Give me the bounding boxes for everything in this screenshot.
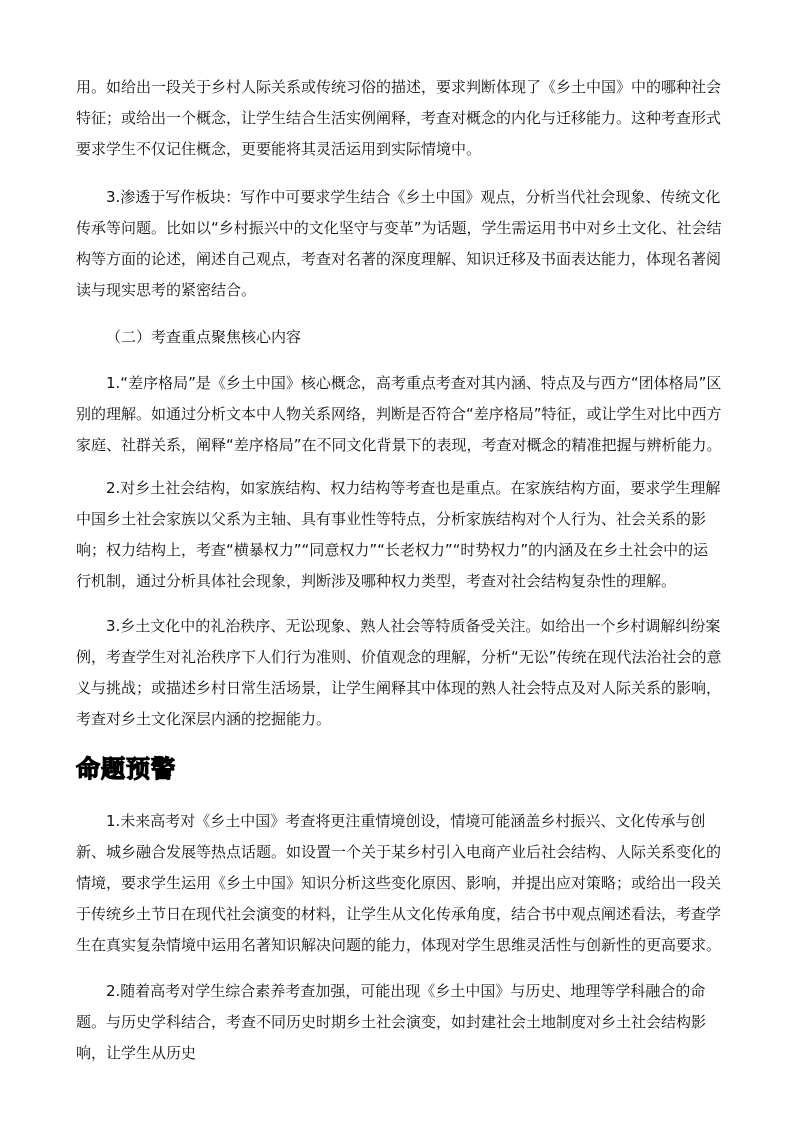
paragraph-focus-3: 3.乡土文化中的礼治秩序、无讼现象、熟人社会等特质备受关注。如给出一个乡村调解纠纷案例，考查学生对礼治秩序下人们行为准则、价值观念的理解，分析“无讼”传统在现代法治社会的意义与挑战；或描述乡村日常生活场景，让学生阐释其中体现的熟人社会特点及对人际关系的影响，考查对乡土文化深层内涵的挖掘能力。 — [76, 617, 722, 728]
paragraph-focus-1: 1.“差序格局”是《乡土中国》核心概念，高考重点考查对其内涵、特点及与西方“团体格局”区别的理解。如通过分析文本中人物关系网络，判断是否符合“差序格局”特征，或让学生对比中西方家庭、社群关系，阐释“差序格局”在不同文化背景下的表现，考查对概念的精准把握与辨析能力。 — [76, 374, 722, 454]
paragraph-warning-2: 2.随着高考对学生综合素养考查加强，可能出现《乡土中国》与历史、地理等学科融合的命题。与历史学科结合，考查不同历史时期乡土社会演变，如封建社会土地制度对乡土社会结构影响，让学生从历史 — [76, 982, 707, 1062]
subheading-focus: （二）考查重点聚焦核心内容 — [106, 328, 302, 346]
paragraph-focus-2: 2.对乡土社会结构，如家族结构、权力结构等考查也是重点。在家族结构方面，要求学生理解中国乡土社会家族以父系为主轴、具有事业性等特点，分析家族结构对个人行为、社会关系的影响；权力结构上，考查“横暴权力”“同意权力”“长老权力”“时势权力”的内涵及在乡土社会中的运行机制，通过分析具体社会现象，判断涉及哪种权力类型，考查对社会结构复杂性的理解。 — [76, 479, 721, 590]
paragraph-writing: 3.渗透于写作板块：写作中可要求学生结合《乡土中国》观点，分析当代社会现象、传统文化传承等问题。比如以“乡村振兴中的文化坚守与变革”为话题，学生需运用书中对乡土文化、社会结构等方面的论述，阐述自己观点，考查对名著的深度理解、知识迁移及书面表达能力，体现名著阅读与现实思考的紧密结合。 — [76, 188, 722, 299]
section-title-warning: 命题预警 — [76, 755, 176, 783]
paragraph-warning-1: 1.未来高考对《乡土中国》考查将更注重情境创设，情境可能涵盖乡村振兴、文化传承与创新、城乡融合发展等热点话题。如设置一个关于某乡村引入电商产业后社会结构、人际关系变化的情境，要求学生运用《乡土中国》知识分析这些变化原因、影响，并提出应对策略；或给出一段关于传统乡土节日在现代社会演变的材料，让学生从文化传承角度，结合书中观点阐述看法，考查学生在真实复杂情境中运用名著知识解决问题的能力，体现对学生思维灵活性与创新性的更高要求。 — [76, 812, 722, 954]
paragraph-intro: 用。如给出一段关于乡村人际关系或传统习俗的描述，要求判断体现了《乡土中国》中的哪种社会特征；或给出一个概念，让学生结合生活实例阐释，考查对概念的内化与迁移能力。这种考查形式要求学生不仅记住概念，更要能将其灵活运用到实际情境中。 — [76, 78, 722, 158]
